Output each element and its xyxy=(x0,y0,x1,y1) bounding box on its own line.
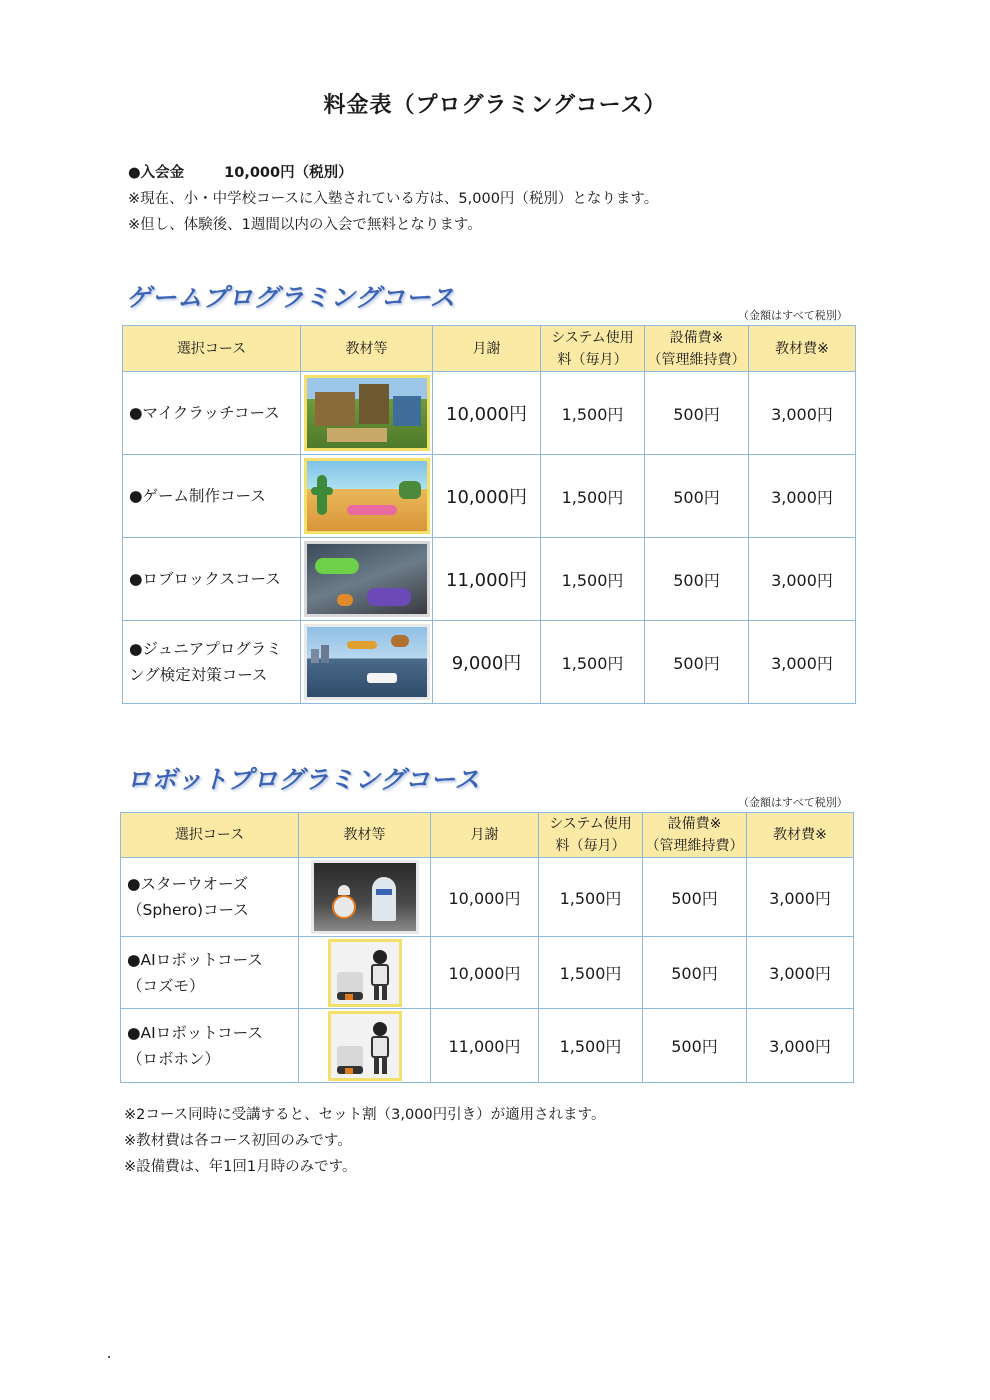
equipment-fee: 500円 xyxy=(645,621,749,704)
enrollment-fee-line xyxy=(128,160,658,186)
equipment-fee: 500円 xyxy=(645,538,749,621)
textbook-fee: 3,000円 xyxy=(749,372,856,455)
scan-speck xyxy=(108,1356,110,1358)
desert-game-thumbnail xyxy=(304,458,430,534)
minecraft-game-thumbnail xyxy=(304,375,430,451)
header-material: 教材等 xyxy=(301,326,433,372)
table-row xyxy=(121,937,854,1009)
course-image-cell xyxy=(301,455,433,538)
page-title: 料金表（プログラミングコース） xyxy=(323,93,667,118)
textbook-fee: 3,000円 xyxy=(749,455,856,538)
footer-note-1: ※2コース同時に受講すると、セット割（3,000円引き）が適用されます。 xyxy=(124,1107,606,1123)
footer-note-2: ※教材費は各コース初回のみです。 xyxy=(124,1133,352,1149)
system-fee: 1,500円 xyxy=(539,1009,643,1083)
course-name: ●マイクラッチコース xyxy=(123,372,301,455)
robot-fee-table xyxy=(120,812,854,1083)
header-course: 選択コース xyxy=(123,326,301,372)
table-row xyxy=(123,455,856,538)
system-fee: 1,500円 xyxy=(541,621,645,704)
game-section-title: ゲームプログラミングコース xyxy=(126,283,456,312)
course-image-cell xyxy=(301,538,433,621)
header-textbook-fee: 教材費※ xyxy=(747,813,854,858)
course-image-cell xyxy=(299,858,431,937)
game-fee-table xyxy=(122,325,856,704)
table-row xyxy=(121,1009,854,1083)
enrollment-note-1: ※現在、小・中学校コースに入塾されている方は、5,000円（税別）となります。 xyxy=(128,191,659,207)
monthly-fee: 10,000円 xyxy=(433,372,541,455)
robot-tax-note: （金額はすべて税別） xyxy=(738,796,848,809)
header-course: 選択コース xyxy=(121,813,299,858)
course-name: ●ロブロックスコース xyxy=(123,538,301,621)
robot-table-header-row xyxy=(121,813,854,858)
system-fee: 1,500円 xyxy=(539,937,643,1009)
course-name: ●AIロボットコース （ロボホン） xyxy=(121,1009,299,1083)
sphero-droid-photo xyxy=(311,860,419,934)
course-name: ●ジュニアプログラミ ング検定対策コース xyxy=(123,621,301,704)
header-system-fee: システム使用 料（毎月） xyxy=(541,326,645,372)
textbook-fee: 3,000円 xyxy=(749,621,856,704)
system-fee: 1,500円 xyxy=(539,858,643,937)
header-monthly: 月謝 xyxy=(433,326,541,372)
robot-section-title: ロボットプログラミングコース xyxy=(126,765,481,794)
textbook-fee: 3,000円 xyxy=(749,538,856,621)
system-fee: 1,500円 xyxy=(541,455,645,538)
system-fee: 1,500円 xyxy=(541,372,645,455)
equipment-fee: 500円 xyxy=(645,372,749,455)
header-textbook-fee: 教材費※ xyxy=(749,326,856,372)
equipment-fee: 500円 xyxy=(643,1009,747,1083)
course-name: ●スターウオーズ （Sphero)コース xyxy=(121,858,299,937)
monthly-fee: 11,000円 xyxy=(431,1009,539,1083)
monthly-fee: 10,000円 xyxy=(431,937,539,1009)
monthly-fee: 11,000円 xyxy=(433,538,541,621)
equipment-fee: 500円 xyxy=(643,937,747,1009)
course-image-cell xyxy=(301,621,433,704)
footer-note-3: ※設備費は、年1回1月時のみです。 xyxy=(124,1159,357,1175)
header-equipment-fee: 設備費※ （管理維持費） xyxy=(643,813,747,858)
course-image-cell xyxy=(301,372,433,455)
system-fee: 1,500円 xyxy=(541,538,645,621)
roblox-racing-thumbnail xyxy=(304,541,430,617)
enrollment-fee-value: 10,000円（税別） xyxy=(224,165,353,181)
robohon-robot-photo xyxy=(328,1011,402,1081)
course-image-cell xyxy=(299,1009,431,1083)
table-row xyxy=(123,621,856,704)
game-tax-note: （金額はすべて税別） xyxy=(738,309,848,322)
course-name: ●ゲーム制作コース xyxy=(123,455,301,538)
header-system-fee: システム使用 料（毎月） xyxy=(539,813,643,858)
header-material: 教材等 xyxy=(299,813,431,858)
textbook-fee: 3,000円 xyxy=(747,1009,854,1083)
enrollment-section xyxy=(128,160,658,238)
header-equipment-fee: 設備費※ （管理維持費） xyxy=(645,326,749,372)
course-image-cell xyxy=(299,937,431,1009)
header-monthly: 月謝 xyxy=(431,813,539,858)
monthly-fee: 9,000円 xyxy=(433,621,541,704)
city-skyline-game-thumbnail xyxy=(304,624,430,700)
course-name: ●AIロボットコース （コズモ） xyxy=(121,937,299,1009)
textbook-fee: 3,000円 xyxy=(747,937,854,1009)
enrollment-note-2: ※但し、体験後、1週間以内の入会で無料となります。 xyxy=(128,217,482,233)
monthly-fee: 10,000円 xyxy=(433,455,541,538)
table-row xyxy=(121,858,854,937)
monthly-fee: 10,000円 xyxy=(431,858,539,937)
cozmo-robot-photo xyxy=(328,939,402,1007)
table-row xyxy=(123,372,856,455)
enrollment-fee-label: ●入会金 xyxy=(128,165,185,181)
table-row xyxy=(123,538,856,621)
textbook-fee: 3,000円 xyxy=(747,858,854,937)
game-table-header-row xyxy=(123,326,856,372)
equipment-fee: 500円 xyxy=(643,858,747,937)
equipment-fee: 500円 xyxy=(645,455,749,538)
footer-notes xyxy=(124,1102,606,1180)
